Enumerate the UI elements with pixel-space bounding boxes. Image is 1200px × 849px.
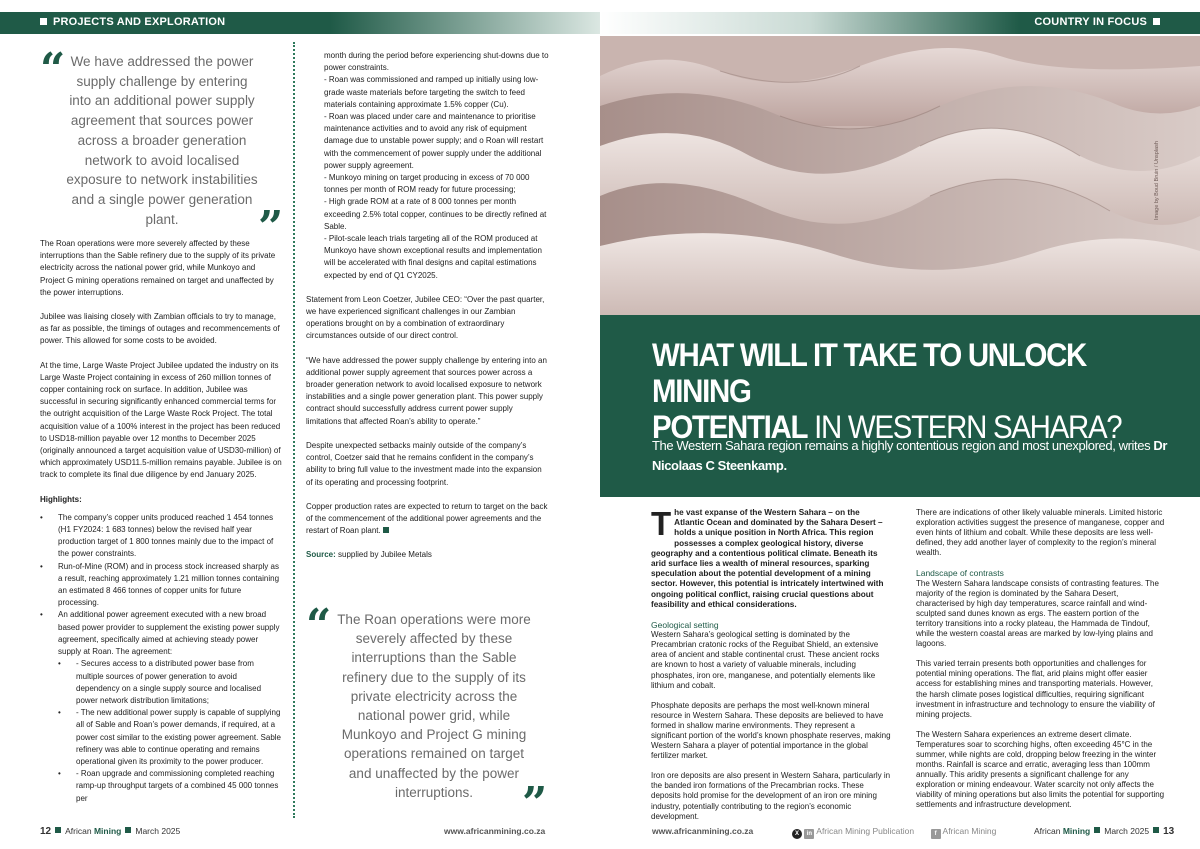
close-quote-icon: ” (522, 778, 548, 829)
x-social-icon[interactable]: X (792, 829, 802, 839)
paragraph: The Roan operations were more severely affected by these interruptions than the Sable refinery due to the supply of its private electricity across the national power grid, while Munkoyo and Project G mining operations remained on target and unaffected by the power interruptions. (40, 239, 276, 297)
list-item (40, 609, 282, 804)
list-item: - Roan was placed under care and maintenance to prioritise maintenance activities and to avoid any risk of equipment damage due to unstable power supply; and o Roan will restart with the commencement of power supply under the additional power supply agreement. (324, 112, 544, 170)
close-quote-icon: ” (258, 202, 284, 253)
list-item: - Munkoyo mining on target producing in excess of 70 000 tonnes per month of ROM ready for future processing; (324, 173, 530, 195)
desert-dunes-photo (600, 36, 1200, 315)
open-quote-icon: “ (40, 44, 66, 95)
column-divider (293, 42, 295, 818)
list-item: - Pilot-scale leach trials targeting all of the ROM produced at Munkoyo have shown exceptional results and implementation will be accelerated with final designs and capital estimations expected by end of Q1 CY2025. (324, 234, 542, 280)
left-header-bar (0, 12, 600, 34)
pull-quote-2: The Roan operations were more severely affected by these interruptions than the Sable refinery due to the supply of its private electricity across the national power grid, while Munkoyo and Project G mining operations remained on target and unaffected by the power interruptions. (337, 612, 531, 800)
right-column-2 (916, 508, 1166, 821)
social-links (792, 826, 996, 839)
highlights-list (40, 512, 282, 805)
facebook-label: African Mining (942, 826, 997, 836)
section-label-left: PROJECTS AND EXPLORATION (40, 16, 225, 28)
section-label-right: COUNTRY IN FOCUS (1034, 16, 1160, 28)
facebook-icon[interactable]: f (931, 829, 941, 839)
agreement-list (58, 658, 282, 804)
section-heading: Geological setting (651, 620, 719, 631)
square-marker-icon (55, 827, 61, 833)
paragraph: Copper production rates are expected to return to target on the back of the commencement of the additional power agreements and the restart of Roan plant. (306, 501, 548, 536)
list-item-intro: An additional power agreement executed with a new broad based power provider to supplement the existing power supply agreement, specifically aimed at achieving steady power supply at Roan. The agreement: (58, 610, 280, 657)
paragraph: “We have addressed the power supply challenge by entering into an additional power supply agreement that sources power across a broader generation network to avoid localised exposure to network instabilities and a single power generation plant. This power supply contract should successfully address current power supply limitations that affected Roan’s ability to operate.” (306, 355, 547, 426)
left-column-2 (306, 50, 550, 574)
paragraph: Statement from Leon Coetzer, Jubilee CEO: “Over the past quarter, we have experienced significant challenges in our Zambian operations brought on by a combination of extraordinary circumstances outside of our direct control. (306, 294, 545, 341)
paragraph: At the time, Large Waste Project Jubilee updated the industry on its Large Waste Project containing in excess of 260 million tonnes of copper containing rock on surface. In addition, Jubilee was successful in securing significantly enhanced commercial terms for the outright acquisition of the Large Waste Rock Project. The total acquisition value of a 100% interest in the project has been reduced to USD18-million payable over 12 months to December 2025 (originally announced a target acquisition value of USD30-million) of which approximately USD11.5-million remains payable. Jubilee is on track to complete its final due diligence by end January 2025. (40, 360, 282, 480)
paragraph: Iron ore deposits are also present in Western Sahara, particularly in the banded iron formations of the Precambrian rocks. These deposits hold promise for the development of an iron ore mining industry, potentially contributing to the region’s economic development. (651, 771, 891, 821)
right-footer: African Mining March 2025 13 (1034, 826, 1175, 837)
end-mark-icon (383, 527, 389, 533)
list-item: • - The new additional power supply is capable of supplying all of Sable and Roan’s power demands, if required, at a power cost similar to the existing power agreement. Sable refinery was able to continue operating and remains operational given its proximity to the power producer. (58, 707, 282, 768)
highlights-heading: Highlights: (40, 494, 82, 504)
section-heading: Landscape of contrasts (916, 568, 1004, 579)
paragraph: There are indications of other likely valuable minerals. Limited historic exploration activities suggest the presence of manganese, copper and even hints of lithium and cobalt. While these deposits are less well-defined, they add another layer of complexity to the region’s mineral wealth. (916, 508, 1165, 558)
square-marker-icon (40, 18, 47, 25)
list-item: - High grade ROM at a rate of 8 000 tonnes per month exceeding 2.5% total copper, continues to be directly refined at Sable. (324, 197, 547, 231)
source-line: Source: supplied by Jubilee Metals (306, 550, 432, 560)
author-name: Dr Nicolaas C Steenkamp. (652, 438, 1168, 473)
list-item: • The company’s copper units produced reached 1 454 tonnes (H1 FY2024: 1 683 tonnes) below the revised half year production target of 1 800 tonnes mainly due to the impact of the power constraints. (40, 512, 282, 561)
square-marker-icon (1153, 827, 1159, 833)
footer-url-link[interactable]: www.africanmining.co.za (652, 826, 754, 836)
list-item: • Run-of-Mine (ROM) and in process stock increased sharply as a result, reaching approximately 1.21 million tonnes containing an estimated 8 466 tonnes of copper units for future processing. (40, 561, 282, 610)
list-item: - Roan was commissioned and ramped up initially using low-grade waste materials before targeting the switch to feed materials containing approximate 1.5% copper (Cu). (324, 75, 539, 109)
lead-paragraph: The vast expanse of the Western Sahara – on the Atlantic Ocean and dominated by the Sahara Desert – holds a unique position in North Africa. This region possesses a complex geological history, diverse geography and a contentious political climate. Beneath its arid surface lies a wealth of mineral resources, sparking speculation about the potential development of a mining sector. However, this potential is intricately intertwined with ongoing political conflict, raising crucial questions about feasibility and ethical considerations. (651, 505, 884, 609)
square-marker-icon (125, 827, 131, 833)
article-subtitle: The Western Sahara region remains a highly contentious region and most unexplored, writes Dr Nicolaas C Steenkamp. (652, 438, 1168, 473)
drop-cap: T (651, 505, 672, 542)
paragraph: Phosphate deposits are perhaps the most well-known mineral resource in Western Sahara. These deposits are believed to have formed in shallow marine environments. They represent a significant portion of the world’s known phosphate reserves, making Western Sahara a player of potential importance in the global fertilizer market. (651, 700, 891, 761)
paragraph: The Western Sahara landscape consists of contrasting features. The majority of the region is dominated by the Sahara Desert, characterised by high day temperatures, scarce rainfall and wind-sculpted sand dunes known as ergs. The eastern portion of the territory transitions into a rocky plateau, the Hammada de Tindouf, while the western coastal areas are marked by low-lying plains and lagoons. (916, 578, 1159, 649)
list-item: • - Secures access to a distributed power base from multiple sources of power generation to avoid dependency on a single supply source and localised power network distribution limitations; (58, 658, 282, 707)
paragraph: This varied terrain presents both opportunities and challenges for potential mining operations. The flat, arid plains might offer easier access for establishing mines and transporting materials. However, the harsh climate poses logistical difficulties, requiring significant investment in infrastructure and technology to ensure the viability of mining projects. (916, 659, 1155, 719)
linkedin-icon[interactable]: in (804, 829, 814, 839)
left-footer: 12 African Mining March 2025 (40, 826, 181, 837)
footer-url-link[interactable]: www.africanmining.co.za (444, 826, 546, 836)
square-marker-icon (1094, 827, 1100, 833)
photo-credit: Image by Boud Bruin / Unsplash (1154, 141, 1160, 220)
open-quote-icon: “ (306, 600, 332, 651)
paragraph: Despite unexpected setbacks mainly outside of the company’s control, Coetzer said that he remains confident in the company’s ability to bring full value to the investment made into the expansion of its operating and processing footprint. (306, 440, 542, 487)
linkedin-label: African Mining Publication (816, 826, 915, 836)
square-marker-icon (1153, 18, 1160, 25)
dunes-illustration (600, 36, 1200, 315)
right-header-bar (600, 12, 1200, 34)
right-column-1 (651, 505, 891, 832)
left-column-1 (40, 238, 282, 805)
paragraph: The Western Sahara experiences an extreme desert climate. Temperatures soar to scorching highs, often exceeding 45°C in the summer, while nights are cold, dropping below freezing in the winter months. Rainfall is scarce and erratic, averaging less than 100mm annually. This aridity presents a significant challenge for any exploration or mining endeavour. Water scarcity not only affects the viability of mining operations but also limits the potential for supporting settlements and infrastructure development. (916, 729, 1165, 810)
paragraph: Jubilee was liaising closely with Zambian officials to try to manage, as far as possible, the timings of outages and recommencements of power. This allowed for some costs to be avoided. (40, 312, 280, 346)
list-item: • - Roan upgrade and commissioning completed reaching ramp-up throughput targets of a combined 45 000 tonnes per (58, 768, 282, 805)
paragraph: Western Sahara’s geological setting is dominated by the Precambrian cratonic rocks of the Reguibat Shield, an extensive area of ancient and stable continental crust. These ancient rocks are known to host a variety of valuable minerals, including phosphates, iron ore, manganese, and potentially elements like lithium and cobalt. (651, 630, 880, 690)
list-item: month during the period before experiencing shut-downs due to power constraints. (324, 51, 549, 73)
continued-list (306, 50, 550, 282)
pull-quote-1: We have addressed the power supply challenge by entering into an additional power supply agreement that sources power across a broader generation network to avoid localised exposure to network instabilities and a single power generation plant. (66, 54, 258, 227)
article-title: WHAT WILL IT TAKE TO UNLOCK MINING POTENTIAL IN WESTERN SAHARA? (652, 337, 1122, 445)
